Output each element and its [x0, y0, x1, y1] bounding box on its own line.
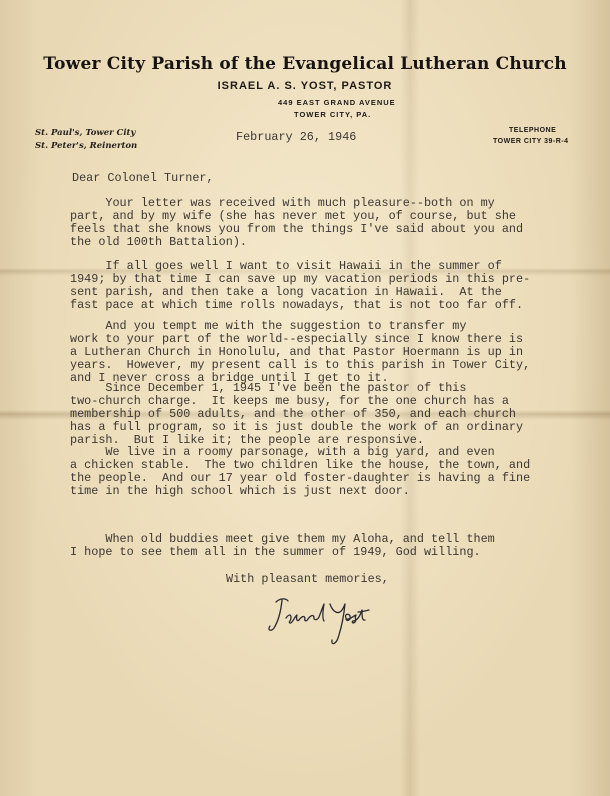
church-name-st-peters: St. Peter's, Reinerton — [35, 141, 138, 151]
telephone-label: TELEPHONE — [509, 127, 557, 134]
body-paragraph: Your letter was received with much pleasure--both on my part, and by my wife (she has never met you, of course, but she feels that she knows you from the things I've said about you and the old 100th Battalion). — [70, 196, 524, 249]
church-name-st-pauls: St. Paul's, Tower City — [35, 128, 136, 138]
pastor-name: ISRAEL A. S. YOST, PASTOR — [217, 80, 393, 92]
telephone-number: TOWER CITY 39-R-4 — [493, 138, 569, 145]
body-paragraph: When old buddies meet give them my Aloha, and tell them I hope to see them all in the summer of 1949, God willing. — [70, 532, 495, 559]
body-paragraph: And you tempt me with the suggestion to transfer my work to your part of the world--especially since I know there is a Lutheran Church in Honolulu, and that Pastor Hoermann is up in years. However, my present call is to this parish in Tower City, and I never cross a bridge until I get to it. — [70, 319, 531, 385]
closing-line: With pleasant memories, — [226, 572, 389, 586]
body-paragraph: Since December 1, 1945 I've been the pastor of this two-church charge. It keeps me busy, for the one church has a membership of 500 adults, and the other of 350, and each church has a full program, so it is just double the work of an ordinary parish. But I like it; the people are responsive. — [70, 381, 524, 447]
body-paragraph: We live in a roomy parsonage, with a big yard, and even a chicken stable. The two children like the house, the town, and the people. And our 17 year old foster-daughter is having a fine time in the high school which is just next door. — [70, 445, 531, 498]
city-state: TOWER CITY, PA. — [294, 110, 372, 119]
handwritten-signature — [262, 588, 382, 652]
salutation: Dear Colonel Turner, — [72, 171, 214, 185]
body-paragraph: If all goes well I want to visit Hawaii in the summer of 1949; by that time I can save up my vacation periods in this pre- sent parish, and then take a long vacation in Hawaii. At the fast pace at which time rolls nowadays, that is not too far off. — [70, 259, 531, 312]
letterhead-title: Tower City Parish of the Evangelical Lutheran Church — [43, 54, 567, 74]
letter-date: February 26, 1946 — [236, 130, 357, 144]
street-address: 449 EAST GRAND AVENUE — [278, 98, 396, 107]
